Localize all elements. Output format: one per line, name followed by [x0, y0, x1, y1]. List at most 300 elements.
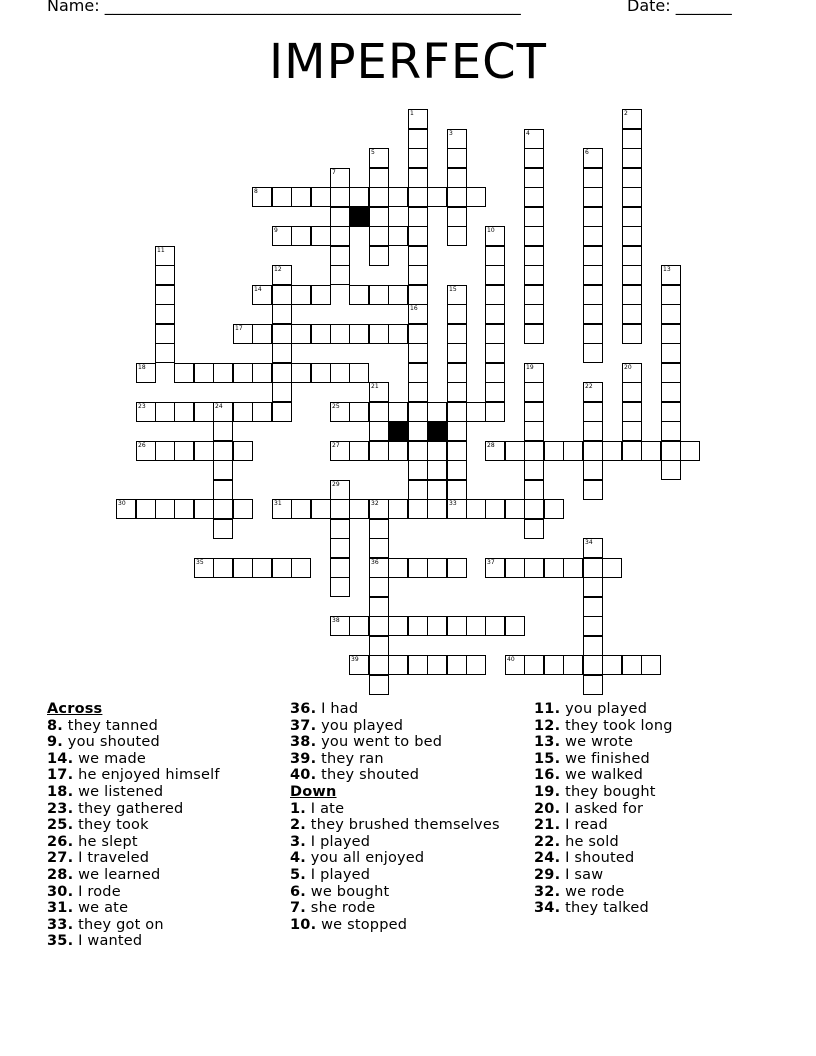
- crossword-cell[interactable]: [524, 421, 544, 441]
- crossword-cell[interactable]: [583, 343, 603, 363]
- crossword-cell[interactable]: [291, 499, 311, 519]
- crossword-cell[interactable]: [602, 558, 622, 578]
- crossword-cell[interactable]: [466, 616, 486, 636]
- crossword-cell[interactable]: [447, 655, 467, 675]
- crossword-cell[interactable]: [252, 402, 272, 422]
- crossword-cell[interactable]: [408, 226, 428, 246]
- crossword-cell[interactable]: [408, 168, 428, 188]
- crossword-cell[interactable]: [485, 363, 505, 383]
- crossword-cell[interactable]: [466, 499, 486, 519]
- crossword-cell[interactable]: [388, 441, 408, 461]
- crossword-cell[interactable]: [447, 460, 467, 480]
- crossword-cell[interactable]: [622, 402, 642, 422]
- crossword-cell[interactable]: [291, 226, 311, 246]
- crossword-cell[interactable]: [466, 187, 486, 207]
- crossword-cell[interactable]: [622, 363, 642, 383]
- crossword-cell[interactable]: [330, 187, 350, 207]
- crossword-cell[interactable]: [447, 441, 467, 461]
- crossword-cell[interactable]: [408, 616, 428, 636]
- crossword-cell[interactable]: [622, 382, 642, 402]
- crossword-cell[interactable]: [427, 441, 447, 461]
- crossword-cell[interactable]: [369, 675, 389, 695]
- crossword-cell[interactable]: [485, 246, 505, 266]
- crossword-cell[interactable]: [485, 226, 505, 246]
- crossword-cell[interactable]: [583, 382, 603, 402]
- crossword-cell[interactable]: [427, 558, 447, 578]
- crossword-cell[interactable]: [622, 324, 642, 344]
- crossword-cell[interactable]: [661, 285, 681, 305]
- crossword-cell[interactable]: [622, 246, 642, 266]
- clue-number: 9: [274, 227, 278, 234]
- crossword-cell[interactable]: [583, 460, 603, 480]
- crossword-cell[interactable]: [369, 285, 389, 305]
- crossword-cell[interactable]: [661, 382, 681, 402]
- crossword-cell[interactable]: [622, 441, 642, 461]
- crossword-cell[interactable]: [213, 499, 233, 519]
- crossword-cell[interactable]: [272, 402, 292, 422]
- crossword-cell[interactable]: [291, 187, 311, 207]
- crossword-cell[interactable]: [661, 363, 681, 383]
- crossword-cell[interactable]: [369, 577, 389, 597]
- crossword-cell[interactable]: [485, 499, 505, 519]
- crossword-cell[interactable]: [505, 655, 525, 675]
- crossword-cell[interactable]: [524, 460, 544, 480]
- crossword-cell[interactable]: [408, 499, 428, 519]
- crossword-cell[interactable]: [388, 655, 408, 675]
- crossword-cell[interactable]: [524, 207, 544, 227]
- crossword-cell[interactable]: [408, 441, 428, 461]
- crossword-cell[interactable]: [583, 285, 603, 305]
- crossword-cell[interactable]: [330, 616, 350, 636]
- crossword-cell[interactable]: [272, 324, 292, 344]
- crossword-cell[interactable]: [369, 597, 389, 617]
- crossword-cell[interactable]: [233, 441, 253, 461]
- crossword-cell[interactable]: [583, 441, 603, 461]
- crossword-cell[interactable]: [427, 480, 447, 500]
- clue-item-text: I played: [306, 833, 371, 850]
- crossword-cell[interactable]: [408, 558, 428, 578]
- crossword-cell[interactable]: [388, 226, 408, 246]
- crossword-cell[interactable]: [155, 324, 175, 344]
- crossword-cell[interactable]: [272, 187, 292, 207]
- crossword-cell[interactable]: [408, 109, 428, 129]
- crossword-cell[interactable]: [408, 304, 428, 324]
- crossword-cell[interactable]: [583, 480, 603, 500]
- crossword-cell[interactable]: [447, 402, 467, 422]
- crossword-cell[interactable]: [524, 441, 544, 461]
- crossword-cell[interactable]: [524, 168, 544, 188]
- crossword-cell[interactable]: [622, 265, 642, 285]
- crossword-cell[interactable]: [602, 655, 622, 675]
- crossword-cell[interactable]: [194, 402, 214, 422]
- crossword-cell[interactable]: [408, 655, 428, 675]
- crossword-cell[interactable]: [369, 421, 389, 441]
- crossword-cell[interactable]: [291, 324, 311, 344]
- crossword-cell[interactable]: [622, 187, 642, 207]
- crossword-cell[interactable]: [524, 324, 544, 344]
- crossword-cell[interactable]: [408, 343, 428, 363]
- crossword-cell[interactable]: [408, 285, 428, 305]
- crossword-cell[interactable]: [136, 402, 156, 422]
- crossword-cell[interactable]: [252, 324, 272, 344]
- crossword-cell[interactable]: [408, 402, 428, 422]
- crossword-cell[interactable]: [155, 402, 175, 422]
- crossword-cell[interactable]: [427, 616, 447, 636]
- crossword-cell[interactable]: [330, 265, 350, 285]
- crossword-cell[interactable]: [622, 421, 642, 441]
- crossword-cell[interactable]: [155, 246, 175, 266]
- crossword-cell[interactable]: [311, 499, 331, 519]
- crossword-cell[interactable]: [349, 363, 369, 383]
- crossword-cell[interactable]: [524, 226, 544, 246]
- crossword-cell[interactable]: [641, 441, 661, 461]
- crossword-cell[interactable]: [330, 441, 350, 461]
- crossword-cell[interactable]: [447, 480, 467, 500]
- crossword-cell[interactable]: [622, 207, 642, 227]
- crossword-cell[interactable]: [369, 148, 389, 168]
- crossword-cell[interactable]: [174, 402, 194, 422]
- crossword-cell[interactable]: [563, 655, 583, 675]
- crossword-cell[interactable]: [272, 304, 292, 324]
- crossword-cell[interactable]: [661, 265, 681, 285]
- crossword-cell[interactable]: [311, 285, 331, 305]
- crossword-cell[interactable]: [661, 460, 681, 480]
- crossword-cell[interactable]: [213, 441, 233, 461]
- crossword-cell[interactable]: [155, 304, 175, 324]
- crossword-cell[interactable]: [369, 382, 389, 402]
- crossword-cell[interactable]: [369, 226, 389, 246]
- crossword-cell[interactable]: [661, 402, 681, 422]
- clue-item-text: I saw: [560, 866, 604, 883]
- crossword-cell[interactable]: [524, 480, 544, 500]
- crossword-cell[interactable]: [447, 616, 467, 636]
- crossword-cell[interactable]: [136, 441, 156, 461]
- crossword-cell[interactable]: [485, 285, 505, 305]
- crossword-cell[interactable]: [272, 363, 292, 383]
- crossword-cell[interactable]: [213, 460, 233, 480]
- crossword-cell[interactable]: [174, 441, 194, 461]
- crossword-cell[interactable]: [330, 558, 350, 578]
- crossword-cell[interactable]: [466, 402, 486, 422]
- crossword-cell[interactable]: [252, 187, 272, 207]
- crossword-cell[interactable]: [447, 421, 467, 441]
- crossword-cell[interactable]: [213, 402, 233, 422]
- crossword-cell[interactable]: [213, 421, 233, 441]
- crossword-cell[interactable]: [485, 265, 505, 285]
- crossword-cell[interactable]: [272, 558, 292, 578]
- crossword-cell[interactable]: [408, 324, 428, 344]
- crossword-cell[interactable]: [369, 655, 389, 675]
- crossword-cell[interactable]: [447, 382, 467, 402]
- crossword-cell[interactable]: [349, 441, 369, 461]
- crossword-cell[interactable]: [330, 519, 350, 539]
- crossword-cell[interactable]: [369, 402, 389, 422]
- crossword-cell[interactable]: [544, 441, 564, 461]
- crossword-cell[interactable]: [194, 558, 214, 578]
- crossword-cell[interactable]: [252, 285, 272, 305]
- crossword-cell[interactable]: [544, 558, 564, 578]
- crossword-cell[interactable]: [485, 324, 505, 344]
- crossword-cell[interactable]: [155, 265, 175, 285]
- crossword-cell[interactable]: [661, 324, 681, 344]
- crossword-cell[interactable]: [563, 441, 583, 461]
- crossword-cell[interactable]: [369, 441, 389, 461]
- crossword-cell[interactable]: [427, 187, 447, 207]
- crossword-cell[interactable]: [622, 148, 642, 168]
- crossword-cell[interactable]: [349, 187, 369, 207]
- crossword-cell[interactable]: [213, 363, 233, 383]
- crossword-cell[interactable]: [583, 616, 603, 636]
- crossword-cell[interactable]: [408, 460, 428, 480]
- crossword-cell[interactable]: [233, 499, 253, 519]
- crossword-cell[interactable]: [485, 441, 505, 461]
- crossword-cell[interactable]: [505, 499, 525, 519]
- crossword-cell[interactable]: [155, 499, 175, 519]
- crossword-cell[interactable]: [583, 577, 603, 597]
- crossword-cell[interactable]: [583, 655, 603, 675]
- crossword-cell[interactable]: [524, 655, 544, 675]
- crossword-cell[interactable]: [583, 226, 603, 246]
- crossword-cell[interactable]: [485, 402, 505, 422]
- crossword-cell[interactable]: [505, 616, 525, 636]
- crossword-cell[interactable]: [505, 441, 525, 461]
- crossword-cell[interactable]: [583, 675, 603, 695]
- crossword-cell[interactable]: [408, 187, 428, 207]
- crossword-cell[interactable]: [622, 168, 642, 188]
- crossword-cell[interactable]: [583, 246, 603, 266]
- crossword-cell[interactable]: [661, 304, 681, 324]
- crossword-cell[interactable]: [408, 148, 428, 168]
- crossword-cell[interactable]: [369, 558, 389, 578]
- crossword-cell[interactable]: [485, 343, 505, 363]
- crossword-cell[interactable]: [369, 616, 389, 636]
- crossword-cell[interactable]: [447, 343, 467, 363]
- crossword-cell[interactable]: [213, 480, 233, 500]
- crossword-cell[interactable]: [485, 558, 505, 578]
- crossword-cell[interactable]: [330, 538, 350, 558]
- crossword-cell[interactable]: [583, 324, 603, 344]
- crossword-cell[interactable]: [272, 499, 292, 519]
- crossword-cell[interactable]: [388, 187, 408, 207]
- crossword-cell[interactable]: [583, 187, 603, 207]
- crossword-cell[interactable]: [330, 246, 350, 266]
- name-line[interactable]: ____________________________________________________: [104, 0, 521, 15]
- crossword-cell[interactable]: [505, 558, 525, 578]
- crossword-cell[interactable]: [427, 499, 447, 519]
- crossword-cell[interactable]: [583, 558, 603, 578]
- crossword-cell[interactable]: [447, 304, 467, 324]
- crossword-cell[interactable]: [447, 285, 467, 305]
- crossword-cell[interactable]: [583, 304, 603, 324]
- crossword-cell[interactable]: [622, 285, 642, 305]
- crossword-cell[interactable]: [524, 499, 544, 519]
- crossword-cell[interactable]: [194, 499, 214, 519]
- crossword-cell[interactable]: [408, 265, 428, 285]
- crossword-cell[interactable]: [272, 285, 292, 305]
- crossword-cell[interactable]: [447, 207, 467, 227]
- crossword-cell[interactable]: [583, 265, 603, 285]
- crossword-cell[interactable]: [388, 558, 408, 578]
- crossword-cell[interactable]: [408, 129, 428, 149]
- crossword-cell[interactable]: [388, 616, 408, 636]
- crossword-cell[interactable]: [583, 421, 603, 441]
- clue-item: [290, 884, 500, 901]
- crossword-cell[interactable]: [485, 616, 505, 636]
- date-line[interactable]: _______: [675, 0, 732, 15]
- crossword-cell[interactable]: [622, 655, 642, 675]
- crossword-cell[interactable]: [369, 324, 389, 344]
- crossword-cell[interactable]: [349, 402, 369, 422]
- crossword-cell[interactable]: [485, 382, 505, 402]
- crossword-cell[interactable]: [427, 460, 447, 480]
- crossword-cell[interactable]: [524, 246, 544, 266]
- crossword-cell[interactable]: [583, 168, 603, 188]
- crossword-cell[interactable]: [408, 246, 428, 266]
- crossword-cell[interactable]: [447, 499, 467, 519]
- crossword-cell[interactable]: [330, 480, 350, 500]
- crossword-cell[interactable]: [524, 265, 544, 285]
- crossword-cell[interactable]: [641, 655, 661, 675]
- crossword-cell[interactable]: [311, 363, 331, 383]
- crossword-cell[interactable]: [349, 324, 369, 344]
- crossword-cell[interactable]: [330, 207, 350, 227]
- crossword-cell[interactable]: [233, 402, 253, 422]
- crossword-cell[interactable]: [291, 558, 311, 578]
- crossword-cell[interactable]: [485, 304, 505, 324]
- crossword-cell[interactable]: [524, 402, 544, 422]
- crossword-cell[interactable]: [622, 226, 642, 246]
- crossword-cell[interactable]: [524, 187, 544, 207]
- crossword-cell[interactable]: [583, 402, 603, 422]
- crossword-cell[interactable]: [388, 324, 408, 344]
- crossword-cell[interactable]: [311, 324, 331, 344]
- crossword-cell[interactable]: [524, 285, 544, 305]
- crossword-cell[interactable]: [252, 558, 272, 578]
- crossword-cell[interactable]: [194, 363, 214, 383]
- crossword-cell[interactable]: [155, 343, 175, 363]
- crossword-cell[interactable]: [583, 538, 603, 558]
- crossword-cell[interactable]: [272, 382, 292, 402]
- crossword-cell[interactable]: [369, 636, 389, 656]
- crossword-cell[interactable]: [583, 207, 603, 227]
- crossword-cell[interactable]: [388, 402, 408, 422]
- crossword-cell[interactable]: [427, 655, 447, 675]
- crossword-cell[interactable]: [213, 519, 233, 539]
- crossword-cell[interactable]: [330, 168, 350, 188]
- crossword-cell[interactable]: [349, 499, 369, 519]
- crossword-cell[interactable]: [252, 363, 272, 383]
- crossword-cell[interactable]: [272, 226, 292, 246]
- crossword-cell[interactable]: [369, 187, 389, 207]
- crossword-cell[interactable]: [524, 148, 544, 168]
- crossword-cell[interactable]: [369, 207, 389, 227]
- crossword-cell[interactable]: [369, 519, 389, 539]
- crossword-cell[interactable]: [174, 363, 194, 383]
- crossword-cell[interactable]: [213, 558, 233, 578]
- crossword-cell[interactable]: [408, 421, 428, 441]
- crossword-cell[interactable]: [311, 187, 331, 207]
- crossword-cell[interactable]: [116, 499, 136, 519]
- crossword-cell[interactable]: [408, 480, 428, 500]
- crossword-cell[interactable]: [583, 148, 603, 168]
- crossword-cell[interactable]: [408, 363, 428, 383]
- crossword-cell[interactable]: [466, 655, 486, 675]
- crossword-cell[interactable]: [524, 363, 544, 383]
- crossword-cell[interactable]: [174, 499, 194, 519]
- crossword-cell[interactable]: [524, 519, 544, 539]
- crossword-cell[interactable]: [233, 558, 253, 578]
- crossword-cell[interactable]: [330, 402, 350, 422]
- crossword-cell[interactable]: [661, 441, 681, 461]
- crossword-cell[interactable]: [447, 129, 467, 149]
- crossword-cell[interactable]: [369, 168, 389, 188]
- crossword-cell[interactable]: [349, 616, 369, 636]
- crossword-cell[interactable]: [524, 129, 544, 149]
- crossword-cell[interactable]: [447, 168, 467, 188]
- crossword-cell[interactable]: [544, 499, 564, 519]
- crossword-cell[interactable]: [136, 363, 156, 383]
- crossword-cell[interactable]: [233, 324, 253, 344]
- crossword-cell[interactable]: [349, 285, 369, 305]
- crossword-cell[interactable]: [583, 636, 603, 656]
- crossword-cell[interactable]: [524, 558, 544, 578]
- crossword-cell[interactable]: [583, 597, 603, 617]
- crossword-cell[interactable]: [291, 363, 311, 383]
- crossword-cell[interactable]: [369, 499, 389, 519]
- crossword-cell[interactable]: [447, 324, 467, 344]
- crossword-cell[interactable]: [330, 499, 350, 519]
- crossword-cell[interactable]: [661, 421, 681, 441]
- crossword-cell[interactable]: [602, 441, 622, 461]
- crossword-cell[interactable]: [369, 246, 389, 266]
- crossword-cell[interactable]: [447, 226, 467, 246]
- crossword-cell[interactable]: [447, 558, 467, 578]
- crossword-cell[interactable]: [330, 324, 350, 344]
- crossword-cell[interactable]: [408, 207, 428, 227]
- crossword-cell[interactable]: [388, 285, 408, 305]
- crossword-cell[interactable]: [330, 577, 350, 597]
- crossword-cell[interactable]: [661, 343, 681, 363]
- crossword-cell[interactable]: [544, 655, 564, 675]
- crossword-cell[interactable]: [155, 441, 175, 461]
- crossword-cell[interactable]: [272, 343, 292, 363]
- crossword-cell[interactable]: [330, 226, 350, 246]
- crossword-cell[interactable]: [194, 441, 214, 461]
- crossword-cell[interactable]: [311, 226, 331, 246]
- crossword-cell[interactable]: [272, 265, 292, 285]
- crossword-cell[interactable]: [369, 538, 389, 558]
- crossword-cell[interactable]: [408, 382, 428, 402]
- crossword-cell[interactable]: [291, 285, 311, 305]
- crossword-cell[interactable]: [330, 363, 350, 383]
- crossword-cell[interactable]: [427, 402, 447, 422]
- crossword-cell[interactable]: [136, 499, 156, 519]
- crossword-cell[interactable]: [447, 363, 467, 383]
- crossword-cell[interactable]: [622, 109, 642, 129]
- crossword-cell[interactable]: [349, 655, 369, 675]
- crossword-cell[interactable]: [447, 187, 467, 207]
- crossword-cell[interactable]: [388, 499, 408, 519]
- crossword-cell[interactable]: [563, 558, 583, 578]
- crossword-cell[interactable]: [680, 441, 700, 461]
- crossword-cell[interactable]: [524, 382, 544, 402]
- crossword-cell[interactable]: [447, 148, 467, 168]
- crossword-cell[interactable]: [155, 285, 175, 305]
- crossword-cell[interactable]: [233, 363, 253, 383]
- crossword-cell[interactable]: [622, 129, 642, 149]
- crossword-cell[interactable]: [524, 304, 544, 324]
- crossword-cell[interactable]: [622, 304, 642, 324]
